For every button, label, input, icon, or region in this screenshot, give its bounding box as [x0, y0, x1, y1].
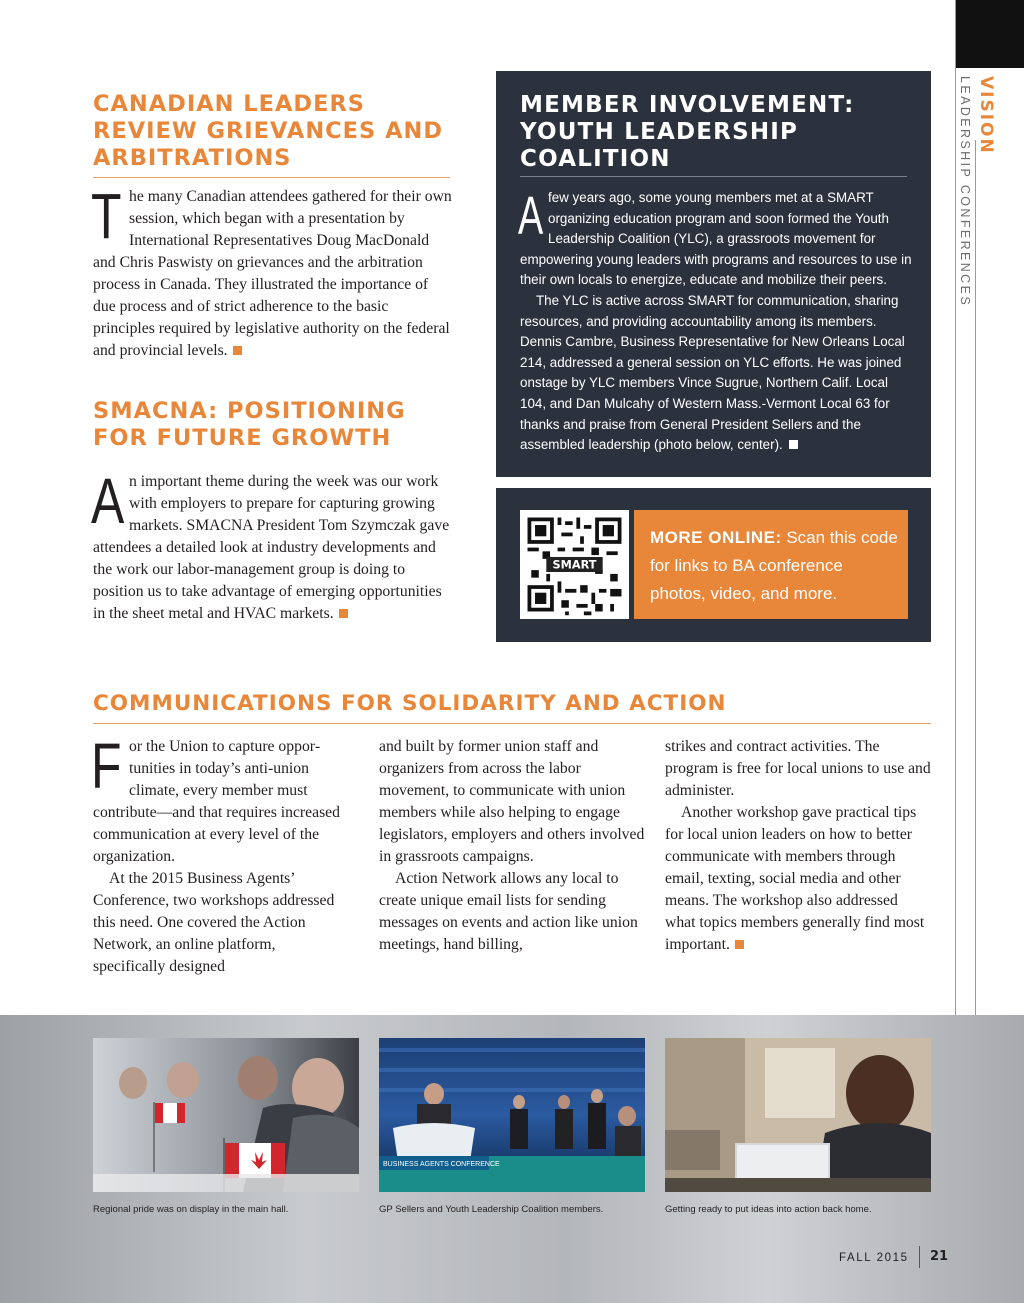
smacna-heading: SMACNA: POSITIONING FOR FUTURE GROWTH — [93, 398, 406, 451]
photo-caption-3: Getting ready to put ideas into action back home. — [665, 1204, 872, 1215]
ylc-para2: The YLC is active across SMART for communication, sharing resources, and providing accountability among its members. Dennis Cambre, Business Representative for New Orleans Local 214, addressed a general session on YLC efforts. He was joined onstage by YLC members Vince Sugrue, Northern Calif. Local 104, and Dan Mulcahy of Western Mass.-Vermont Local 63 for thanks and praise from General President Sellers and the assembled leadership (photo below, center). — [520, 292, 905, 453]
smacna-body — [91, 465, 455, 625]
ylc-heading: MEMBER INVOLVEMENT: YOUTH LEADERSHIP COALITION — [520, 92, 855, 172]
drop-cap: A — [91, 465, 125, 537]
end-mark — [233, 346, 242, 355]
end-mark — [789, 440, 798, 449]
canadian-text: he many Canadian attendees gathered for their own session, which began with a presentation by International Representatives Doug MacDonald and Chris Paswisty on grievances and the arbitration process in Canada. They illustrated the importance of due process and of strict adherence to the basic principles required by legislative authority on the federal and provincial levels. — [93, 188, 452, 359]
photo-caption-2: GP Sellers and Youth Leadership Coalition members. — [379, 1204, 604, 1215]
canadian-body — [91, 180, 453, 362]
comm-col3-p1: strikes and contract activities. The program is free for local unions to use and administer. — [665, 738, 931, 799]
communications-col1 — [91, 730, 351, 978]
communications-col2 — [379, 736, 645, 956]
subsection-label: LEADERSHIP CONFERENCES — [958, 76, 972, 308]
more-online-label: MORE ONLINE: — [650, 528, 782, 547]
side-rule — [955, 0, 956, 1015]
more-online-text — [650, 524, 900, 608]
ylc-para1: few years ago, some young members met at a SMART organizing education program and soon formed the Youth Leadership Coalition (YLC), a grassroots movement for empowering young leaders with programs and resources to use in their own locals to energize, educate and mobilize their peers. — [520, 190, 912, 288]
photo-caption-1: Regional pride was on display in the main hall. — [93, 1204, 289, 1215]
footer-rule — [919, 1246, 920, 1268]
comm-col1-p1: or the Union to capture opportunities in today’s anti-union climate, every member must contribute—and that requires increased communication at every level of the organization. — [93, 738, 340, 865]
ylc-body — [520, 188, 912, 456]
qr-code[interactable] — [520, 510, 629, 619]
photo-stage — [379, 1038, 645, 1192]
photo-attendee-laptop — [665, 1038, 931, 1192]
more-online-desc: Scan this code for links to BA conference photos, video, and more. — [650, 528, 898, 603]
canadian-rule — [93, 177, 450, 178]
comm-col2-p1: and built by former union staff and organizers from across the labor movement, to communicate with union members while also helping to engage legislators, employers and others involved in grassroots campaigns. — [379, 738, 645, 865]
photo-canadian-flags — [93, 1038, 359, 1192]
smacna-text: n important theme during the week was our work with employers to prepare for capturing growing markets. SMACNA President Tom Szymczak gave attendees a detailed look at industry developments and the work our labor-management group is doing to position us to take advantage of emerging opportunities in the sheet metal and HVAC markets. — [93, 473, 450, 622]
communications-heading: COMMUNICATIONS FOR SOLIDARITY AND ACTION — [93, 691, 727, 716]
section-label: VISION — [976, 76, 996, 155]
ylc-rule — [520, 176, 907, 177]
footer-issue: FALL 2015 — [839, 1252, 909, 1264]
drop-cap: T — [91, 180, 122, 252]
corner-block — [955, 0, 1024, 68]
communications-col3 — [665, 736, 931, 956]
stage-sign-text: BUSINESS AGENTS CONFERENCE — [383, 1161, 500, 1168]
comm-col2-p2: Action Network allows any local to create unique email lists for sending messages on events and action like union meetings, hand billing, — [379, 870, 638, 953]
end-mark — [339, 609, 348, 618]
page-number: 21 — [930, 1249, 949, 1264]
end-mark — [735, 940, 744, 949]
canadian-heading: CANADIAN LEADERS REVIEW GRIEVANCES AND ARBITRATIONS — [93, 91, 444, 171]
drop-cap: A — [518, 186, 544, 246]
comm-col1-p2: At the 2015 Business Agents’ Conference, two workshops addressed this need. One covered the Action Network, an online platform, specifically designed — [93, 870, 335, 975]
comm-col3-p2: Another workshop gave practical tips for local union leaders on how to better communicate with members through email, texting, social media and other means. The workshop also addressed what topics members generally find most important. — [665, 804, 925, 953]
communications-rule — [93, 723, 931, 724]
drop-cap: F — [91, 730, 122, 802]
qr-logo-text: SMART — [552, 558, 597, 572]
